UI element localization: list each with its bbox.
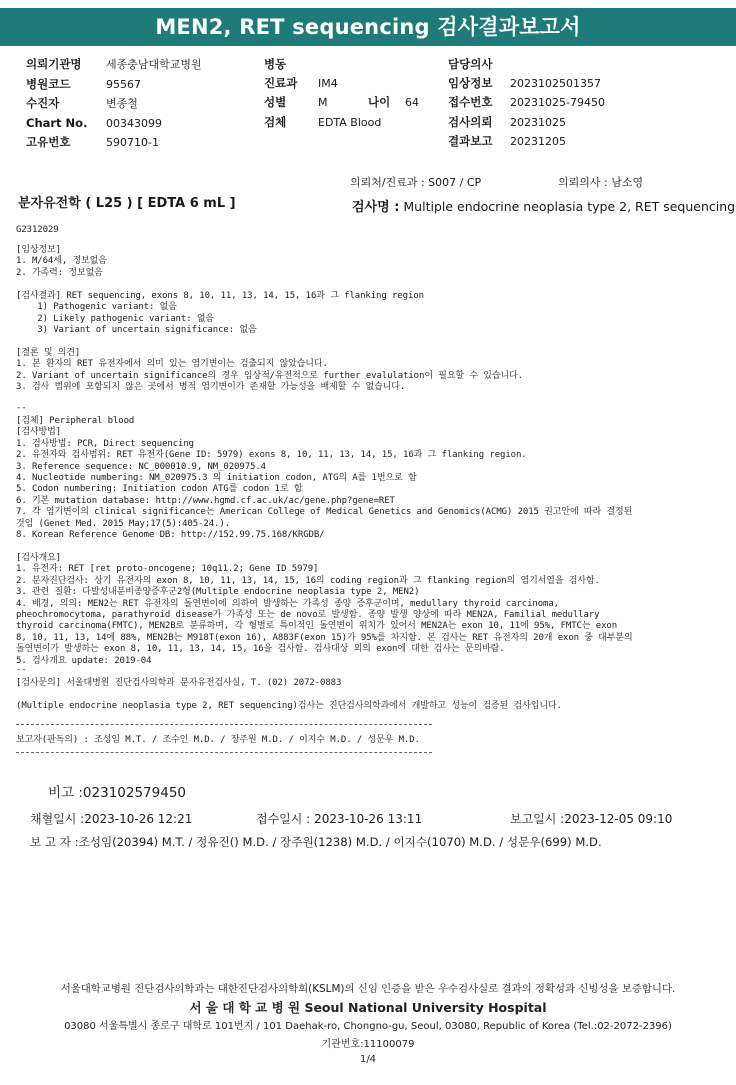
conclusion: [결론 및 의견] 1. 본 환자의 RET 유전자에서 의미 있는 염기변이는 검출되지 않았습니다. 2. Variant of uncertain significance의 경우 임상적/유전적으로 further evalulation이 필요할 수 있습니다. 3. 검사 범위에 포함되지 않은 곳에서 병적 염기변이가 존재할 가능성을 배제할 수 없습니다. bbox=[16, 348, 523, 393]
header-left bbox=[26, 55, 202, 153]
header-value: 세종충남대학교병원 bbox=[106, 58, 202, 71]
reported-label: 보고일시 : bbox=[510, 812, 565, 826]
header-row bbox=[26, 94, 202, 114]
header-value: 20231025-79450 bbox=[510, 96, 605, 109]
header-value: 20231025 bbox=[510, 115, 566, 129]
remarks bbox=[48, 781, 186, 801]
header-label: 담당의사 bbox=[448, 57, 493, 71]
header-label: Chart No. bbox=[26, 115, 88, 130]
separator: -- bbox=[16, 665, 27, 675]
test-name-value: Multiple endocrine neoplasia type 2, RET sequencing bbox=[403, 199, 736, 214]
separator: -- bbox=[16, 403, 27, 413]
age-value: 64 bbox=[405, 96, 419, 109]
header-value: 변종철 bbox=[106, 97, 138, 110]
header-row bbox=[448, 93, 605, 113]
dashed-rule bbox=[16, 752, 432, 753]
dashed-rule bbox=[16, 724, 432, 725]
received-date bbox=[256, 810, 422, 827]
test-overview: [검사개요] 1. 유전자: RET [ret proto-oncogene; 10q11.2; Gene ID 5979] 2. 분자진단검사: 상기 유전자의 exon 8, 10, 11, 13, 14, 15, 16의 coding region과 그 flanking region의 염기서열을 검사함. 3. 관련 질환: 다발성내분비종양증후군2형(Multiple endocrine neoplasia type 2, MEN2) 4. 배경, 의의: MEN2는 RET 유전자의 돌연변이에 의하여 발생하는 가족성 종양 증후군이며, medullary thyroid carcinoma, pheochromocytoma, parathyroid disease가 가족성 또는 de novo로 발생함. 종양 발생 양상에 따라 MEN2A, Familial medullary thyroid carcinoma(FMTC), MEN2B로 분류하며, 각 형별로 특이적인 돌연변이 위치가 있어서 MEN2A는 exon 10, 11에 95%, FMTC는 exon 8, 10, 11, 13, 14에 88%, MEN2B는 M918T(exon 16), A883F(exon 15)가 95%를 차지함. 본 검사는 RET 유전자의 20개 exon 중 대부분의 돌연변이가 발생하는 exon 8, 10, 11, 13, 14, 15, 16을 검사함. 검사대상 외의 exon에 대한 검사는 문의바람. 5. 검사개요 update: 2019-04 bbox=[16, 553, 633, 666]
page-number: 1/4 bbox=[359, 1054, 377, 1065]
test-name-label: 검사명 : bbox=[352, 200, 400, 215]
validation-note: (Multiple endocrine neoplasia type 2, RET sequencing)검사는 진단검사의학과에서 개발하고 성능이 검증된 검사입니다. bbox=[16, 701, 562, 711]
received-value: 2023-10-26 13:11 bbox=[314, 812, 423, 826]
reporter-footer bbox=[30, 834, 602, 850]
hospital-address: 03080 서울특별시 종로구 대학로 101번지 / 101 Daehak-ro, Chongno-gu, Seoul, 03080, Republic of Korea (Tel.:02-2072-2396) bbox=[64, 1021, 672, 1032]
header-label: 병동 bbox=[264, 57, 287, 71]
inquiry: [검사문의] 서울대병원 진단검사의학과 분자유전검사실, T. (02) 2072-0883 bbox=[16, 678, 342, 688]
header-value: IM4 bbox=[318, 76, 338, 90]
header-row bbox=[264, 74, 419, 94]
header-row bbox=[26, 114, 202, 134]
header-label: 접수번호 bbox=[448, 95, 493, 109]
header-label: 검사의뢰 bbox=[448, 114, 493, 129]
header-row bbox=[448, 113, 605, 133]
header-value: 20231205 bbox=[510, 135, 566, 148]
header-label: 고유번호 bbox=[26, 135, 71, 149]
header-value: EDTA Blood bbox=[318, 115, 382, 129]
header-row bbox=[264, 93, 419, 113]
header-row bbox=[26, 75, 202, 95]
clinical-info: [임상정보] 1. M/64세, 정보없음 2. 가족력: 정보없음 bbox=[16, 245, 107, 278]
header-label: 진료과 bbox=[264, 75, 298, 90]
report-id: G2312029 bbox=[16, 225, 59, 235]
header-row bbox=[448, 55, 605, 74]
header-row bbox=[26, 55, 202, 75]
header-value: 95567 bbox=[106, 77, 141, 91]
reporter-footer-label: 보 고 자 : bbox=[30, 835, 79, 849]
header-row bbox=[448, 132, 605, 152]
header-label: 성별 bbox=[264, 95, 287, 109]
reported-date bbox=[510, 810, 672, 827]
header-label: 의뢰기관명 bbox=[26, 57, 82, 71]
header-label: 결과보고 bbox=[448, 134, 493, 148]
header-row bbox=[448, 74, 605, 94]
header-label: 임상정보 bbox=[448, 75, 493, 90]
remarks-value: 023102579450 bbox=[82, 785, 186, 801]
report-title: MEN2, RET sequencing 검사결과보고서 bbox=[0, 8, 736, 46]
section-title: 분자유전학 ( L25 ) [ EDTA 6 mL ] bbox=[18, 196, 236, 211]
header-label: 수진자 bbox=[26, 96, 60, 110]
requester-doctor: 의뢰의사 : 남소영 bbox=[558, 176, 644, 189]
hospital-name: 서 울 대 학 교 병 원 Seoul National University Hospital bbox=[189, 1000, 547, 1015]
requester-dept: 의뢰처/진료과 : S007 / CP bbox=[350, 176, 482, 189]
header-row bbox=[264, 113, 419, 133]
header-value: 00343099 bbox=[106, 116, 162, 130]
header-label: 병원코드 bbox=[26, 76, 71, 91]
reporter-footer-value: 조성임(20394) M.T. / 정유진() M.D. / 장주원(1238) M.D. / 이지수(1070) M.D. / 성문우(699) M.D. bbox=[78, 835, 602, 849]
header-middle bbox=[264, 55, 419, 132]
header-right bbox=[448, 55, 605, 152]
collected-value: 2023-10-26 12:21 bbox=[84, 812, 193, 826]
header-value: 590710-1 bbox=[106, 136, 159, 149]
specimen-method: [검체] Peripheral blood [검사방법] 1. 검사방법: PCR, Direct sequencing 2. 유전자와 검사범위: RET 유전자(Gene ID: 5979) exons 8, 10, 11, 13, 14, 15, 16과 그 flanking region. 3. Reference sequence: NC_000010.9, NM_020975.4 4. Nucleotide numbering: NM_020975.3 의 initiation codon, ATG의 A를 1번으로 함 5. Codon numbering: Initiation codon ATG를 codon 1로 함 6. 기본 mutation database: http://www.hgmd.cf.ac.uk/ac/gene.php?gene=RET 7. 각 염기변이의 clinical significance는 American College of Medical Genetics and Genomics(ACMG) 2015 권고안에 따라 결정된 것임 (Genet Med. 2015 May;17(5):405-24.). 8. Korean Reference Genome DB: http://152.99.75.168/KRGDB/ bbox=[16, 416, 633, 541]
certification-note: 서울대학교병원 진단검사의학과는 대한진단검사의학회(KSLM)의 신임 인증을 받은 우수검사실로 결과의 정확성과 신빙성을 보증합니다. bbox=[60, 983, 676, 995]
collected-label: 채혈일시 : bbox=[30, 812, 85, 826]
header-value: M bbox=[318, 96, 328, 109]
collected-date bbox=[30, 810, 192, 827]
interpreters: 보고자(판독의) : 조성임 M.T. / 조수인 M.D. / 장주원 M.D. / 이지수 M.D. / 성문우 M.D. bbox=[16, 735, 420, 745]
header-value: 2023102501357 bbox=[510, 76, 601, 90]
reported-value: 2023-12-05 09:10 bbox=[564, 812, 673, 826]
test-results: [검사결과] RET sequencing, exons 8, 10, 11, 13, 14, 15, 16과 그 flanking region 1) Pathogenic variant: 없음 2) Likely pathogenic variant: 없음 3) Variant of uncertain significance: 없음 bbox=[16, 291, 424, 336]
header-label: 검체 bbox=[264, 114, 287, 129]
remarks-label: 비고 : bbox=[48, 785, 83, 801]
received-label: 접수일시 : bbox=[256, 812, 311, 826]
age-label: 나이 bbox=[368, 95, 391, 109]
header-row bbox=[264, 55, 419, 74]
header-row bbox=[26, 133, 202, 153]
test-name bbox=[352, 196, 735, 215]
institution-number: 기관번호:11100079 bbox=[321, 1039, 415, 1050]
